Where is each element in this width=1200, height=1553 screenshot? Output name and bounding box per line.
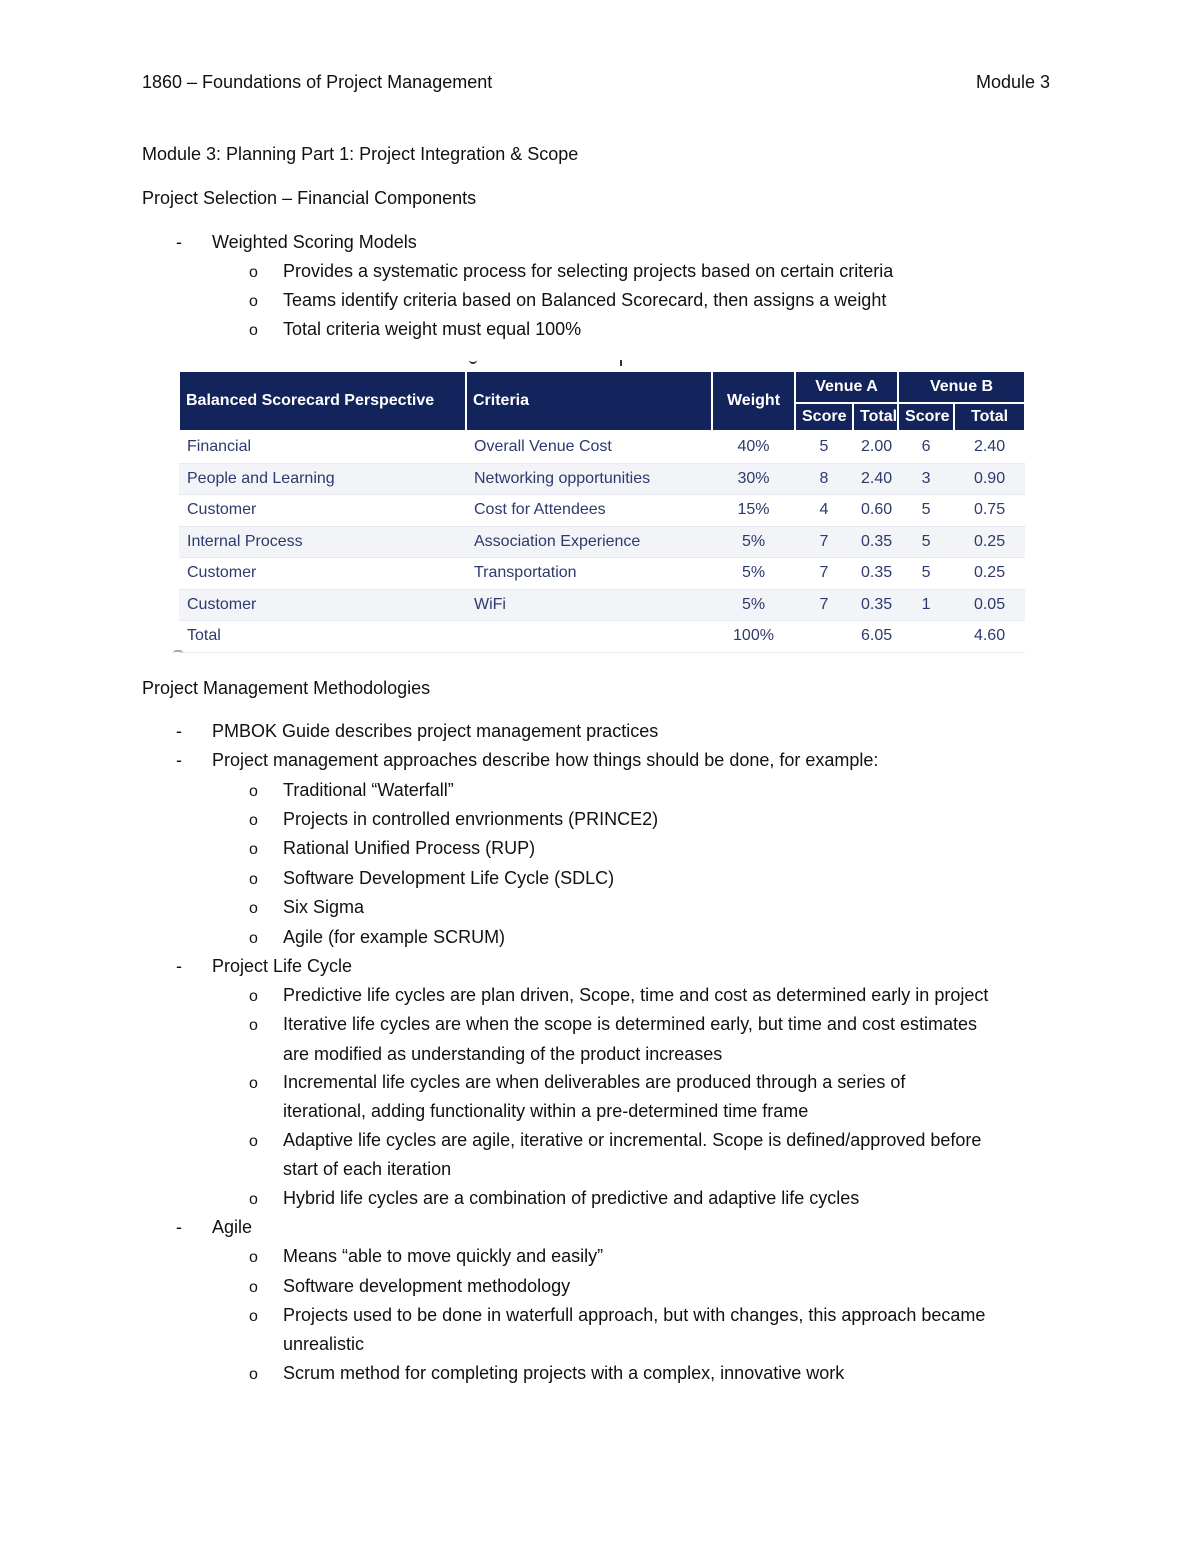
header-venue-a: Venue A bbox=[795, 371, 898, 403]
sub-list-item: Rational Unified Process (RUP) bbox=[283, 838, 536, 858]
bullet-marker: o bbox=[249, 1279, 258, 1296]
list-item: Project management approaches describe how things should be done, for example: bbox=[212, 750, 879, 770]
table-cell-perspective: Internal Process bbox=[179, 526, 466, 558]
sub-list-item-continuation: are modified as understanding of the product increases bbox=[283, 1044, 723, 1064]
sub-list-item: Agile (for example SCRUM) bbox=[283, 927, 506, 947]
table-cell-criteria: Cost for Attendees bbox=[466, 495, 712, 527]
list-item: Weighted Scoring Models bbox=[212, 232, 417, 252]
section-heading-selection: Project Selection – Financial Components bbox=[142, 188, 477, 208]
table-cell-b-score: 5 bbox=[898, 558, 954, 590]
table-cell-b-total: 0.25 bbox=[954, 558, 1025, 590]
header-module: Module 3 bbox=[976, 72, 1051, 92]
bullet-marker: o bbox=[249, 988, 258, 1005]
dash-marker: - bbox=[176, 750, 182, 770]
table-cell-weight: 5% bbox=[712, 526, 795, 558]
table-cell-criteria bbox=[466, 621, 712, 653]
sub-list-item: Projects used to be done in waterfull approach, but with changes, this approach became bbox=[283, 1305, 986, 1325]
table-cell-a-score: 8 bbox=[795, 463, 853, 495]
table-cell-perspective: Customer bbox=[179, 558, 466, 590]
table-cell-criteria: Association Experience bbox=[466, 526, 712, 558]
table-cell-b-total: 0.90 bbox=[954, 463, 1025, 495]
table-cell-weight: 40% bbox=[712, 431, 795, 463]
bullet-marker: o bbox=[249, 1017, 258, 1034]
bullet-marker: o bbox=[249, 930, 258, 947]
bullet-marker: o bbox=[249, 783, 258, 800]
table-cell-a-score: 4 bbox=[795, 495, 853, 527]
table-row bbox=[179, 589, 1025, 621]
table-cell-perspective: Customer bbox=[179, 589, 466, 621]
sub-list-item-continuation: iterational, adding functionality within a pre-determined time frame bbox=[283, 1101, 809, 1121]
sub-list-item-continuation: start of each iteration bbox=[283, 1159, 452, 1179]
sub-list-item: Software Development Life Cycle (SDLC) bbox=[283, 868, 615, 888]
bullet-marker: o bbox=[249, 841, 258, 858]
crop-artifact bbox=[173, 650, 183, 656]
table-cell-criteria: Transportation bbox=[466, 558, 712, 590]
table-cell-b-total: 0.05 bbox=[954, 589, 1025, 621]
bullet-marker: o bbox=[249, 1191, 258, 1208]
dash-marker: - bbox=[176, 1217, 182, 1237]
section-heading-methodologies: Project Management Methodologies bbox=[142, 678, 431, 698]
crop-artifact bbox=[620, 360, 622, 366]
table-cell-a-total: 0.35 bbox=[853, 526, 898, 558]
table-cell-a-score: 5 bbox=[795, 431, 853, 463]
page-title: Module 3: Planning Part 1: Project Integration & Scope bbox=[142, 144, 579, 164]
table-cell-criteria: Overall Venue Cost bbox=[466, 431, 712, 463]
header-venue-b: Venue B bbox=[898, 371, 1025, 403]
table-cell-weight: 30% bbox=[712, 463, 795, 495]
bullet-marker: o bbox=[249, 1075, 258, 1092]
bullet-marker: o bbox=[249, 812, 258, 829]
crop-artifact bbox=[469, 358, 477, 364]
list-item: PMBOK Guide describes project management practices bbox=[212, 721, 659, 741]
sub-list-item: Provides a systematic process for selecting projects based on certain criteria bbox=[283, 261, 894, 281]
table-row bbox=[179, 431, 1025, 463]
table-row bbox=[179, 495, 1025, 527]
table-cell-weight: 100% bbox=[712, 621, 795, 653]
sub-list-item: Iterative life cycles are when the scope is determined early, but time and cost estimates bbox=[283, 1014, 977, 1034]
table-cell-a-score: 7 bbox=[795, 526, 853, 558]
header-total-b: Total bbox=[954, 403, 1025, 431]
table-cell-weight: 15% bbox=[712, 495, 795, 527]
sub-list-item: Total criteria weight must equal 100% bbox=[283, 319, 582, 339]
table-cell-weight: 5% bbox=[712, 589, 795, 621]
table-cell-criteria: WiFi bbox=[466, 589, 712, 621]
table-cell-a-total: 2.40 bbox=[853, 463, 898, 495]
table-cell-a-total: 0.60 bbox=[853, 495, 898, 527]
bullet-marker: o bbox=[249, 1133, 258, 1150]
sub-list-item: Software development methodology bbox=[283, 1276, 571, 1296]
scorecard-table bbox=[178, 370, 1026, 653]
table-cell-a-total: 6.05 bbox=[853, 621, 898, 653]
sub-list-item: Hybrid life cycles are a combination of predictive and adaptive life cycles bbox=[283, 1188, 860, 1208]
table-cell-b-score: 5 bbox=[898, 526, 954, 558]
table-cell-b-score bbox=[898, 621, 954, 653]
table-row bbox=[179, 463, 1025, 495]
list-item: Project Life Cycle bbox=[212, 956, 353, 976]
bullet-marker: o bbox=[249, 900, 258, 917]
dash-marker: - bbox=[176, 956, 182, 976]
sub-list-item: Adaptive life cycles are agile, iterative or incremental. Scope is defined/approved before bbox=[283, 1130, 982, 1150]
bullet-marker: o bbox=[249, 871, 258, 888]
sub-list-item: Incremental life cycles are when deliverables are produced through a series of bbox=[283, 1072, 906, 1092]
bullet-marker: o bbox=[249, 1308, 258, 1325]
dash-marker: - bbox=[176, 232, 182, 252]
bullet-marker: o bbox=[249, 293, 258, 310]
header-total-a: Total bbox=[853, 403, 898, 431]
table-cell-b-total: 0.25 bbox=[954, 526, 1025, 558]
bullet-marker: o bbox=[249, 322, 258, 339]
sub-list-item: Scrum method for completing projects with a complex, innovative work bbox=[283, 1363, 845, 1383]
header-weight: Weight bbox=[712, 371, 795, 431]
list-item: Agile bbox=[212, 1217, 253, 1237]
scorecard-table-image bbox=[178, 370, 1024, 653]
sub-list-item: Teams identify criteria based on Balanced Scorecard, then assigns a weight bbox=[283, 290, 887, 310]
header-perspective: Balanced Scorecard Perspective bbox=[179, 371, 466, 431]
sub-list-item: Six Sigma bbox=[283, 897, 365, 917]
table-row bbox=[179, 558, 1025, 590]
table-cell-a-total: 2.00 bbox=[853, 431, 898, 463]
table-cell-perspective: People and Learning bbox=[179, 463, 466, 495]
header-score-b: Score bbox=[898, 403, 954, 431]
table-cell-b-total: 0.75 bbox=[954, 495, 1025, 527]
table-cell-a-total: 0.35 bbox=[853, 558, 898, 590]
sub-list-item: Means “able to move quickly and easily” bbox=[283, 1246, 604, 1266]
bullet-marker: o bbox=[249, 1249, 258, 1266]
table-cell-a-score bbox=[795, 621, 853, 653]
table-cell-a-total: 0.35 bbox=[853, 589, 898, 621]
sub-list-item: Predictive life cycles are plan driven, Scope, time and cost as determined early in project bbox=[283, 985, 989, 1005]
sub-list-item: Traditional “Waterfall” bbox=[283, 780, 454, 800]
table-row bbox=[179, 621, 1025, 653]
table-cell-a-score: 7 bbox=[795, 589, 853, 621]
table-cell-b-score: 3 bbox=[898, 463, 954, 495]
sub-list-item: Projects in controlled envrionments (PRINCE2) bbox=[283, 809, 659, 829]
table-cell-a-score: 7 bbox=[795, 558, 853, 590]
table-cell-b-score: 5 bbox=[898, 495, 954, 527]
dash-marker: - bbox=[176, 721, 182, 741]
bullet-marker: o bbox=[249, 264, 258, 281]
bullet-marker: o bbox=[249, 1366, 258, 1383]
table-cell-perspective: Customer bbox=[179, 495, 466, 527]
table-row bbox=[179, 526, 1025, 558]
table-cell-b-total: 4.60 bbox=[954, 621, 1025, 653]
header-score-a: Score bbox=[795, 403, 853, 431]
sub-list-item-continuation: unrealistic bbox=[283, 1334, 365, 1354]
table-cell-criteria: Networking opportunities bbox=[466, 463, 712, 495]
table-cell-perspective: Financial bbox=[179, 431, 466, 463]
table-cell-b-score: 6 bbox=[898, 431, 954, 463]
table-cell-weight: 5% bbox=[712, 558, 795, 590]
table-cell-b-score: 1 bbox=[898, 589, 954, 621]
table-cell-b-total: 2.40 bbox=[954, 431, 1025, 463]
header-criteria: Criteria bbox=[466, 371, 712, 431]
header-course: 1860 – Foundations of Project Management bbox=[142, 72, 493, 92]
table-cell-perspective: Total bbox=[179, 621, 466, 653]
